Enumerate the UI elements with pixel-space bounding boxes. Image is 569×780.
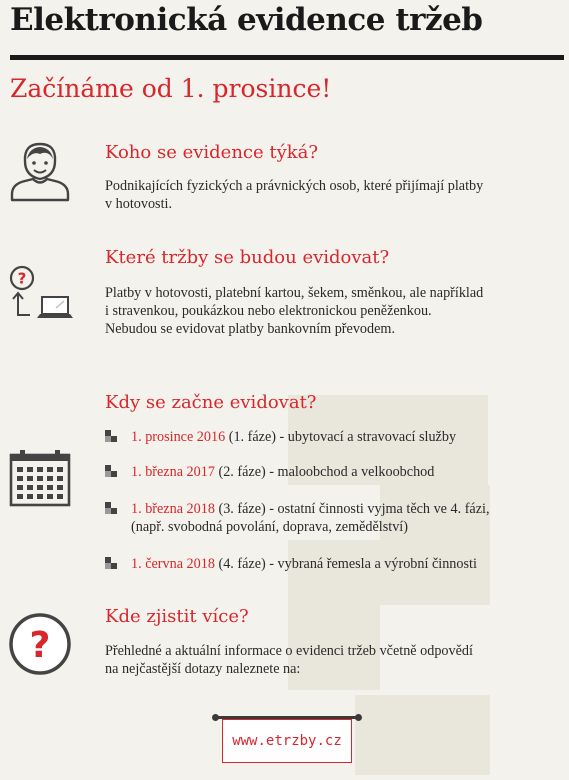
text-line: v hotovosti. <box>105 196 173 212</box>
section-text-who <box>105 177 545 213</box>
svg-text:?: ? <box>17 269 27 288</box>
section-heading-which: Které tržby se budou evidovat? <box>105 247 390 268</box>
phase-date: 1. června 2018 <box>131 556 215 572</box>
question-laptop-icon <box>8 264 74 326</box>
title-divider <box>10 55 564 60</box>
background-block <box>355 695 490 775</box>
list-item-text-continued: (např. svobodná povolání, doprava, zemědělství) <box>131 519 408 535</box>
bullet-icon <box>105 502 117 514</box>
bullet-icon <box>105 465 117 477</box>
list-item-text <box>131 428 456 446</box>
section-text-which <box>105 284 545 338</box>
website-link[interactable]: www.etrzby.cz <box>222 719 352 763</box>
page-subtitle: Začínáme od 1. prosince! <box>10 74 332 103</box>
phase-date: 1. března 2017 <box>131 464 215 480</box>
text-line: i stravenkou, poukázkou nebo elektronickou peněženkou. <box>105 303 432 319</box>
phase-desc: (1. fáze) - ubytovací a stravovací služby <box>225 429 457 445</box>
list-item-text <box>131 500 490 518</box>
bullet-icon <box>105 430 117 442</box>
svg-text:?: ? <box>29 625 51 666</box>
list-item-text <box>131 463 434 481</box>
phase-desc: (4. fáze) - vybraná řemesla a výrobní činnosti <box>214 556 477 572</box>
section-heading-when: Kdy se začne evidovat? <box>105 392 317 413</box>
phase-date: 1. prosince 2016 <box>131 429 226 445</box>
question-circle-icon <box>7 611 73 677</box>
section-text-more <box>105 642 545 678</box>
phase-desc: (3. fáze) - ostatní činnosti vyjma těch ve 4. fázi, <box>214 501 490 517</box>
text-line: Přehledné a aktuální informace o evidenci tržeb včetně odpovědí <box>105 643 473 659</box>
person-icon <box>8 138 72 202</box>
text-line: Podnikajících fyzických a právnických osob, které přijímají platby <box>105 178 484 194</box>
section-heading-who: Koho se evidence týká? <box>105 142 319 163</box>
bullet-icon <box>105 557 117 569</box>
phase-date: 1. března 2018 <box>131 501 215 517</box>
list-item-text <box>131 555 477 573</box>
text-line: Platby v hotovosti, platební kartou, šekem, směnkou, ale například <box>105 285 484 301</box>
text-line: na nejčastější dotazy naleznete na: <box>105 661 301 677</box>
section-heading-more: Kde zjistit více? <box>105 606 249 627</box>
calendar-icon <box>8 448 72 508</box>
phase-desc: (2. fáze) - maloobchod a velkoobchod <box>214 464 435 480</box>
text-line: Nebudou se evidovat platby bankovním převodem. <box>105 321 395 337</box>
page-title: Elektronická evidence tržeb <box>10 2 483 38</box>
